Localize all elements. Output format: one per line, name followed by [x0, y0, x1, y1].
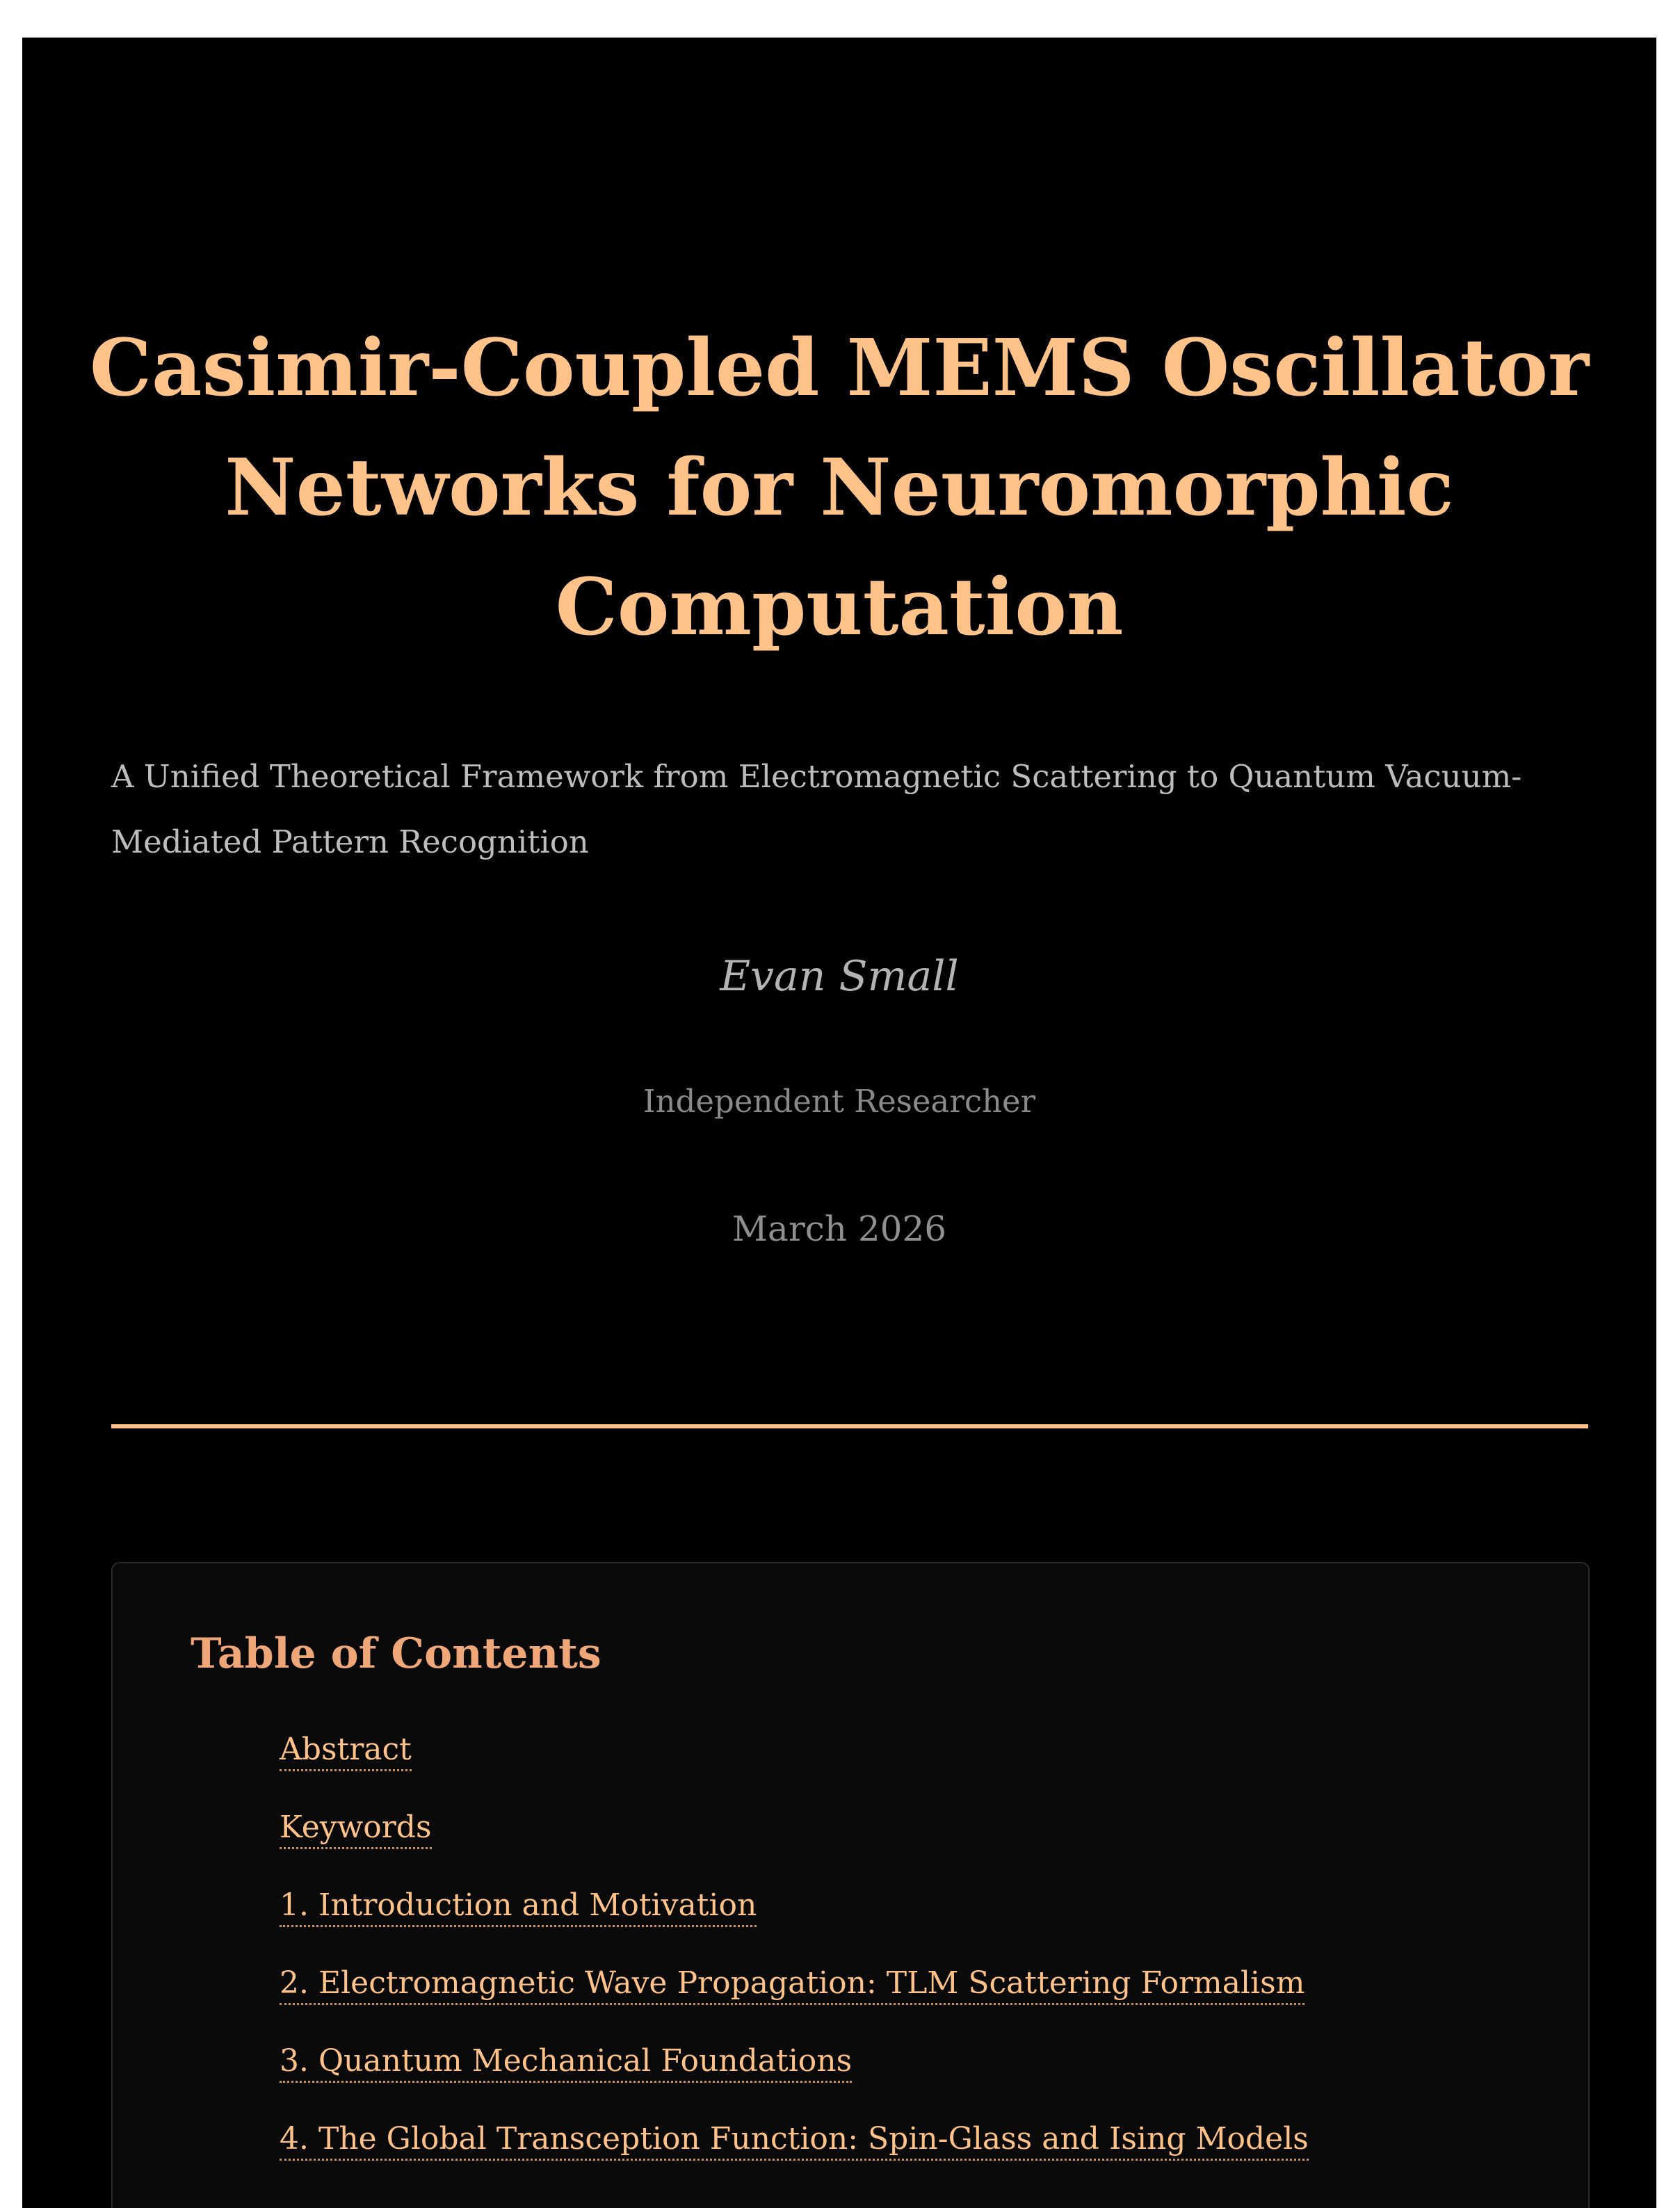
toc-link-introduction[interactable]: 1. Introduction and Motivation — [280, 1886, 757, 1927]
toc-item-keywords — [280, 1808, 1309, 1886]
author-affiliation: Independent Researcher — [643, 1083, 1036, 1120]
table-of-contents — [111, 1562, 1590, 2208]
toc-list — [280, 1730, 1309, 2198]
publication-date: March 2026 — [732, 1209, 947, 1249]
paper-title: Casimir-Coupled MEMS Oscillator Networks for Neuromorphic Computation — [89, 323, 1590, 653]
toc-item-quantum — [280, 2042, 1309, 2120]
paper-subtitle: A Unified Theoretical Framework from Electromagnetic Scattering to Quantum Vacuum-Mediated Pattern Recognition — [111, 758, 1522, 860]
toc-link-keywords[interactable]: Keywords — [280, 1808, 432, 1849]
toc-item-abstract — [280, 1730, 1309, 1808]
toc-link-electromagnetic[interactable]: 2. Electromagnetic Wave Propagation: TLM Scattering Formalism — [280, 1964, 1305, 2005]
title-divider — [111, 1424, 1588, 1428]
toc-item-electromagnetic — [280, 1964, 1309, 2042]
author-name: Evan Small — [720, 952, 959, 1001]
toc-link-transception[interactable]: 4. The Global Transception Function: Spin-Glass and Ising Models — [280, 2120, 1309, 2161]
toc-item-transception — [280, 2120, 1309, 2198]
toc-link-quantum[interactable]: 3. Quantum Mechanical Foundations — [280, 2042, 852, 2083]
paper-page — [22, 38, 1656, 2208]
toc-link-abstract[interactable]: Abstract — [280, 1730, 412, 1771]
toc-heading: Table of Contents — [191, 1629, 601, 1678]
toc-item-introduction — [280, 1886, 1309, 1964]
